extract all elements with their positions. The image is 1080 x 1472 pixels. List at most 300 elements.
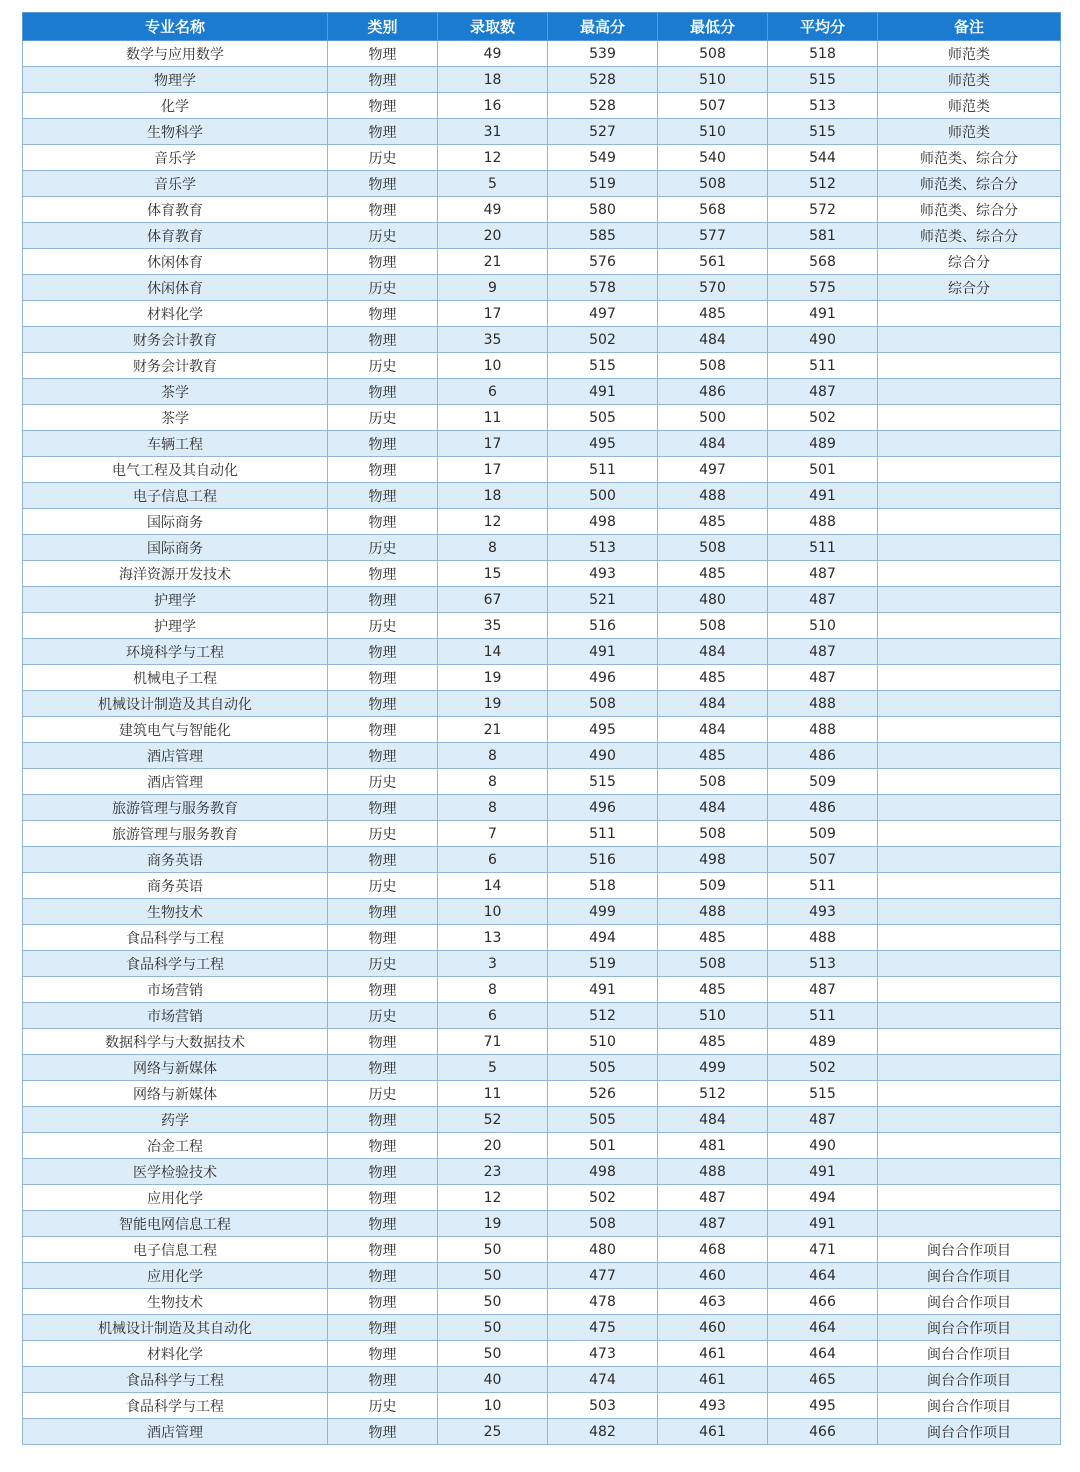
remarks-cell <box>878 1055 1061 1081</box>
table-row <box>23 67 1061 93</box>
max-score-cell: 502 <box>548 327 658 353</box>
remarks-cell <box>878 1133 1061 1159</box>
category-cell: 物理 <box>328 847 438 873</box>
header-remarks: 备注 <box>878 13 1061 41</box>
category-cell: 物理 <box>328 483 438 509</box>
min-score-cell: 484 <box>658 431 768 457</box>
category-cell: 历史 <box>328 951 438 977</box>
admitted-count-cell: 23 <box>438 1159 548 1185</box>
major-name-cell: 体育教育 <box>23 197 328 223</box>
max-score-cell: 502 <box>548 1185 658 1211</box>
major-name-cell: 电气工程及其自动化 <box>23 457 328 483</box>
avg-score-cell: 509 <box>768 821 878 847</box>
max-score-cell: 519 <box>548 951 658 977</box>
avg-score-cell: 511 <box>768 535 878 561</box>
avg-score-cell: 466 <box>768 1289 878 1315</box>
category-cell: 物理 <box>328 41 438 67</box>
max-score-cell: 528 <box>548 93 658 119</box>
min-score-cell: 485 <box>658 509 768 535</box>
min-score-cell: 508 <box>658 951 768 977</box>
avg-score-cell: 464 <box>768 1341 878 1367</box>
max-score-cell: 495 <box>548 717 658 743</box>
header-min-score: 最低分 <box>658 13 768 41</box>
admitted-count-cell: 67 <box>438 587 548 613</box>
remarks-cell <box>878 717 1061 743</box>
category-cell: 物理 <box>328 171 438 197</box>
remarks-cell: 闽台合作项目 <box>878 1315 1061 1341</box>
max-score-cell: 511 <box>548 457 658 483</box>
remarks-cell <box>878 873 1061 899</box>
category-cell: 物理 <box>328 639 438 665</box>
admitted-count-cell: 11 <box>438 1081 548 1107</box>
avg-score-cell: 486 <box>768 743 878 769</box>
header-avg-score: 平均分 <box>768 13 878 41</box>
min-score-cell: 485 <box>658 561 768 587</box>
remarks-cell <box>878 301 1061 327</box>
admitted-count-cell: 10 <box>438 353 548 379</box>
admitted-count-cell: 15 <box>438 561 548 587</box>
max-score-cell: 511 <box>548 821 658 847</box>
table-row <box>23 561 1061 587</box>
major-name-cell: 冶金工程 <box>23 1133 328 1159</box>
remarks-cell <box>878 1211 1061 1237</box>
category-cell: 物理 <box>328 795 438 821</box>
admitted-count-cell: 49 <box>438 197 548 223</box>
remarks-cell <box>878 691 1061 717</box>
major-name-cell: 环境科学与工程 <box>23 639 328 665</box>
avg-score-cell: 544 <box>768 145 878 171</box>
max-score-cell: 498 <box>548 1159 658 1185</box>
min-score-cell: 484 <box>658 795 768 821</box>
avg-score-cell: 513 <box>768 93 878 119</box>
min-score-cell: 499 <box>658 1055 768 1081</box>
major-name-cell: 物理学 <box>23 67 328 93</box>
max-score-cell: 515 <box>548 353 658 379</box>
min-score-cell: 510 <box>658 67 768 93</box>
major-name-cell: 车辆工程 <box>23 431 328 457</box>
category-cell: 历史 <box>328 873 438 899</box>
avg-score-cell: 510 <box>768 613 878 639</box>
admitted-count-cell: 5 <box>438 1055 548 1081</box>
table-row <box>23 1211 1061 1237</box>
max-score-cell: 473 <box>548 1341 658 1367</box>
max-score-cell: 474 <box>548 1367 658 1393</box>
admitted-count-cell: 35 <box>438 327 548 353</box>
remarks-cell <box>878 353 1061 379</box>
min-score-cell: 508 <box>658 613 768 639</box>
table-row <box>23 93 1061 119</box>
admitted-count-cell: 40 <box>438 1367 548 1393</box>
admitted-count-cell: 10 <box>438 899 548 925</box>
major-name-cell: 茶学 <box>23 379 328 405</box>
admitted-count-cell: 50 <box>438 1315 548 1341</box>
remarks-cell <box>878 1081 1061 1107</box>
remarks-cell <box>878 483 1061 509</box>
category-cell: 历史 <box>328 769 438 795</box>
avg-score-cell: 515 <box>768 119 878 145</box>
min-score-cell: 485 <box>658 743 768 769</box>
major-name-cell: 网络与新媒体 <box>23 1055 328 1081</box>
major-name-cell: 国际商务 <box>23 535 328 561</box>
category-cell: 历史 <box>328 405 438 431</box>
admitted-count-cell: 18 <box>438 67 548 93</box>
admitted-count-cell: 19 <box>438 691 548 717</box>
avg-score-cell: 490 <box>768 1133 878 1159</box>
remarks-cell <box>878 587 1061 613</box>
max-score-cell: 505 <box>548 405 658 431</box>
table-row <box>23 1003 1061 1029</box>
table-row <box>23 1419 1061 1445</box>
min-score-cell: 498 <box>658 847 768 873</box>
min-score-cell: 485 <box>658 1029 768 1055</box>
major-name-cell: 电子信息工程 <box>23 483 328 509</box>
admitted-count-cell: 8 <box>438 769 548 795</box>
max-score-cell: 503 <box>548 1393 658 1419</box>
table-row <box>23 1263 1061 1289</box>
table-row <box>23 1341 1061 1367</box>
table-row <box>23 1107 1061 1133</box>
major-name-cell: 商务英语 <box>23 847 328 873</box>
min-score-cell: 487 <box>658 1211 768 1237</box>
avg-score-cell: 488 <box>768 717 878 743</box>
min-score-cell: 484 <box>658 717 768 743</box>
min-score-cell: 510 <box>658 119 768 145</box>
avg-score-cell: 487 <box>768 587 878 613</box>
admitted-count-cell: 71 <box>438 1029 548 1055</box>
admitted-count-cell: 19 <box>438 665 548 691</box>
admitted-count-cell: 52 <box>438 1107 548 1133</box>
category-cell: 历史 <box>328 535 438 561</box>
major-name-cell: 化学 <box>23 93 328 119</box>
min-score-cell: 509 <box>658 873 768 899</box>
admitted-count-cell: 3 <box>438 951 548 977</box>
admitted-count-cell: 13 <box>438 925 548 951</box>
category-cell: 物理 <box>328 1289 438 1315</box>
table-row <box>23 119 1061 145</box>
avg-score-cell: 489 <box>768 1029 878 1055</box>
admitted-count-cell: 9 <box>438 275 548 301</box>
major-name-cell: 机械设计制造及其自动化 <box>23 1315 328 1341</box>
table-row <box>23 743 1061 769</box>
category-cell: 物理 <box>328 743 438 769</box>
min-score-cell: 485 <box>658 977 768 1003</box>
admitted-count-cell: 16 <box>438 93 548 119</box>
min-score-cell: 480 <box>658 587 768 613</box>
table-row <box>23 795 1061 821</box>
remarks-cell <box>878 795 1061 821</box>
avg-score-cell: 511 <box>768 1003 878 1029</box>
avg-score-cell: 511 <box>768 353 878 379</box>
category-cell: 历史 <box>328 1081 438 1107</box>
min-score-cell: 508 <box>658 535 768 561</box>
admitted-count-cell: 31 <box>438 119 548 145</box>
major-name-cell: 财务会计教育 <box>23 327 328 353</box>
admitted-count-cell: 6 <box>438 379 548 405</box>
category-cell: 物理 <box>328 457 438 483</box>
min-score-cell: 512 <box>658 1081 768 1107</box>
max-score-cell: 508 <box>548 691 658 717</box>
major-name-cell: 海洋资源开发技术 <box>23 561 328 587</box>
remarks-cell: 师范类 <box>878 67 1061 93</box>
avg-score-cell: 466 <box>768 1419 878 1445</box>
max-score-cell: 519 <box>548 171 658 197</box>
max-score-cell: 478 <box>548 1289 658 1315</box>
table-row <box>23 431 1061 457</box>
major-name-cell: 生物科学 <box>23 119 328 145</box>
min-score-cell: 461 <box>658 1419 768 1445</box>
min-score-cell: 460 <box>658 1263 768 1289</box>
major-name-cell: 音乐学 <box>23 171 328 197</box>
max-score-cell: 578 <box>548 275 658 301</box>
category-cell: 物理 <box>328 587 438 613</box>
table-row <box>23 145 1061 171</box>
category-cell: 物理 <box>328 379 438 405</box>
admitted-count-cell: 7 <box>438 821 548 847</box>
category-cell: 历史 <box>328 223 438 249</box>
max-score-cell: 576 <box>548 249 658 275</box>
category-cell: 物理 <box>328 301 438 327</box>
max-score-cell: 499 <box>548 899 658 925</box>
admitted-count-cell: 14 <box>438 873 548 899</box>
max-score-cell: 501 <box>548 1133 658 1159</box>
major-name-cell: 食品科学与工程 <box>23 925 328 951</box>
category-cell: 物理 <box>328 1029 438 1055</box>
avg-score-cell: 488 <box>768 925 878 951</box>
remarks-cell <box>878 899 1061 925</box>
max-score-cell: 491 <box>548 379 658 405</box>
major-name-cell: 音乐学 <box>23 145 328 171</box>
admitted-count-cell: 8 <box>438 795 548 821</box>
category-cell: 物理 <box>328 925 438 951</box>
avg-score-cell: 487 <box>768 665 878 691</box>
remarks-cell: 师范类 <box>878 93 1061 119</box>
major-name-cell: 应用化学 <box>23 1185 328 1211</box>
header-row <box>23 13 1061 41</box>
remarks-cell <box>878 431 1061 457</box>
max-score-cell: 495 <box>548 431 658 457</box>
major-name-cell: 护理学 <box>23 613 328 639</box>
admitted-count-cell: 50 <box>438 1263 548 1289</box>
major-name-cell: 数据科学与大数据技术 <box>23 1029 328 1055</box>
table-row <box>23 1029 1061 1055</box>
admitted-count-cell: 18 <box>438 483 548 509</box>
table-row <box>23 1315 1061 1341</box>
header-category: 类别 <box>328 13 438 41</box>
max-score-cell: 500 <box>548 483 658 509</box>
admitted-count-cell: 25 <box>438 1419 548 1445</box>
remarks-cell <box>878 327 1061 353</box>
major-name-cell: 生物技术 <box>23 1289 328 1315</box>
max-score-cell: 496 <box>548 665 658 691</box>
major-name-cell: 材料化学 <box>23 301 328 327</box>
table-row <box>23 457 1061 483</box>
avg-score-cell: 502 <box>768 405 878 431</box>
min-score-cell: 484 <box>658 1107 768 1133</box>
max-score-cell: 508 <box>548 1211 658 1237</box>
remarks-cell <box>878 743 1061 769</box>
min-score-cell: 461 <box>658 1341 768 1367</box>
major-name-cell: 食品科学与工程 <box>23 1393 328 1419</box>
max-score-cell: 527 <box>548 119 658 145</box>
min-score-cell: 481 <box>658 1133 768 1159</box>
max-score-cell: 521 <box>548 587 658 613</box>
max-score-cell: 580 <box>548 197 658 223</box>
admitted-count-cell: 8 <box>438 535 548 561</box>
table-row <box>23 1367 1061 1393</box>
min-score-cell: 488 <box>658 1159 768 1185</box>
avg-score-cell: 487 <box>768 639 878 665</box>
min-score-cell: 577 <box>658 223 768 249</box>
remarks-cell: 师范类 <box>878 119 1061 145</box>
major-name-cell: 酒店管理 <box>23 1419 328 1445</box>
table-row <box>23 483 1061 509</box>
admitted-count-cell: 11 <box>438 405 548 431</box>
major-name-cell: 食品科学与工程 <box>23 951 328 977</box>
table-row <box>23 1393 1061 1419</box>
avg-score-cell: 509 <box>768 769 878 795</box>
remarks-cell: 综合分 <box>878 249 1061 275</box>
table-row <box>23 665 1061 691</box>
avg-score-cell: 488 <box>768 509 878 535</box>
admitted-count-cell: 20 <box>438 1133 548 1159</box>
remarks-cell: 闽台合作项目 <box>878 1237 1061 1263</box>
major-name-cell: 茶学 <box>23 405 328 431</box>
admitted-count-cell: 5 <box>438 171 548 197</box>
min-score-cell: 561 <box>658 249 768 275</box>
admitted-count-cell: 12 <box>438 1185 548 1211</box>
min-score-cell: 484 <box>658 691 768 717</box>
max-score-cell: 496 <box>548 795 658 821</box>
remarks-cell: 师范类、综合分 <box>878 223 1061 249</box>
remarks-cell: 闽台合作项目 <box>878 1263 1061 1289</box>
min-score-cell: 486 <box>658 379 768 405</box>
table-row <box>23 951 1061 977</box>
category-cell: 历史 <box>328 613 438 639</box>
major-name-cell: 市场营销 <box>23 1003 328 1029</box>
category-cell: 物理 <box>328 119 438 145</box>
avg-score-cell: 502 <box>768 1055 878 1081</box>
major-name-cell: 财务会计教育 <box>23 353 328 379</box>
table-row <box>23 301 1061 327</box>
major-name-cell: 智能电网信息工程 <box>23 1211 328 1237</box>
remarks-cell <box>878 379 1061 405</box>
category-cell: 物理 <box>328 249 438 275</box>
min-score-cell: 508 <box>658 769 768 795</box>
admitted-count-cell: 21 <box>438 717 548 743</box>
min-score-cell: 508 <box>658 171 768 197</box>
min-score-cell: 508 <box>658 821 768 847</box>
category-cell: 物理 <box>328 665 438 691</box>
category-cell: 物理 <box>328 67 438 93</box>
max-score-cell: 512 <box>548 1003 658 1029</box>
avg-score-cell: 515 <box>768 67 878 93</box>
table-row <box>23 353 1061 379</box>
admitted-count-cell: 17 <box>438 457 548 483</box>
major-name-cell: 酒店管理 <box>23 743 328 769</box>
admitted-count-cell: 50 <box>438 1237 548 1263</box>
avg-score-cell: 518 <box>768 41 878 67</box>
avg-score-cell: 493 <box>768 899 878 925</box>
max-score-cell: 490 <box>548 743 658 769</box>
category-cell: 历史 <box>328 1003 438 1029</box>
remarks-cell: 闽台合作项目 <box>878 1393 1061 1419</box>
table-row <box>23 925 1061 951</box>
remarks-cell: 师范类、综合分 <box>878 145 1061 171</box>
major-name-cell: 机械设计制造及其自动化 <box>23 691 328 717</box>
avg-score-cell: 487 <box>768 977 878 1003</box>
min-score-cell: 540 <box>658 145 768 171</box>
remarks-cell <box>878 847 1061 873</box>
major-name-cell: 生物技术 <box>23 899 328 925</box>
max-score-cell: 510 <box>548 1029 658 1055</box>
avg-score-cell: 491 <box>768 1159 878 1185</box>
table-row <box>23 1055 1061 1081</box>
min-score-cell: 488 <box>658 483 768 509</box>
category-cell: 物理 <box>328 197 438 223</box>
avg-score-cell: 490 <box>768 327 878 353</box>
major-name-cell: 网络与新媒体 <box>23 1081 328 1107</box>
table-row <box>23 275 1061 301</box>
max-score-cell: 516 <box>548 847 658 873</box>
major-name-cell: 建筑电气与智能化 <box>23 717 328 743</box>
table-row <box>23 873 1061 899</box>
header-admitted-count: 录取数 <box>438 13 548 41</box>
max-score-cell: 505 <box>548 1107 658 1133</box>
avg-score-cell: 511 <box>768 873 878 899</box>
avg-score-cell: 488 <box>768 691 878 717</box>
remarks-cell: 闽台合作项目 <box>878 1367 1061 1393</box>
avg-score-cell: 568 <box>768 249 878 275</box>
avg-score-cell: 464 <box>768 1263 878 1289</box>
admitted-count-cell: 12 <box>438 509 548 535</box>
admitted-count-cell: 50 <box>438 1341 548 1367</box>
category-cell: 历史 <box>328 821 438 847</box>
table-row <box>23 587 1061 613</box>
table-row <box>23 379 1061 405</box>
table-row <box>23 769 1061 795</box>
max-score-cell: 475 <box>548 1315 658 1341</box>
major-name-cell: 酒店管理 <box>23 769 328 795</box>
remarks-cell <box>878 925 1061 951</box>
category-cell: 历史 <box>328 353 438 379</box>
table-row <box>23 41 1061 67</box>
min-score-cell: 507 <box>658 93 768 119</box>
remarks-cell: 综合分 <box>878 275 1061 301</box>
max-score-cell: 505 <box>548 1055 658 1081</box>
min-score-cell: 508 <box>658 41 768 67</box>
table-row <box>23 171 1061 197</box>
min-score-cell: 510 <box>658 1003 768 1029</box>
max-score-cell: 477 <box>548 1263 658 1289</box>
max-score-cell: 549 <box>548 145 658 171</box>
remarks-cell <box>878 1003 1061 1029</box>
table-row <box>23 327 1061 353</box>
remarks-cell <box>878 769 1061 795</box>
category-cell: 物理 <box>328 1211 438 1237</box>
avg-score-cell: 512 <box>768 171 878 197</box>
admitted-count-cell: 8 <box>438 743 548 769</box>
remarks-cell: 师范类、综合分 <box>878 171 1061 197</box>
admitted-count-cell: 49 <box>438 41 548 67</box>
max-score-cell: 491 <box>548 977 658 1003</box>
table-row <box>23 405 1061 431</box>
remarks-cell <box>878 639 1061 665</box>
major-name-cell: 机械电子工程 <box>23 665 328 691</box>
major-name-cell: 旅游管理与服务教育 <box>23 795 328 821</box>
table-row <box>23 1289 1061 1315</box>
category-cell: 物理 <box>328 717 438 743</box>
max-score-cell: 526 <box>548 1081 658 1107</box>
